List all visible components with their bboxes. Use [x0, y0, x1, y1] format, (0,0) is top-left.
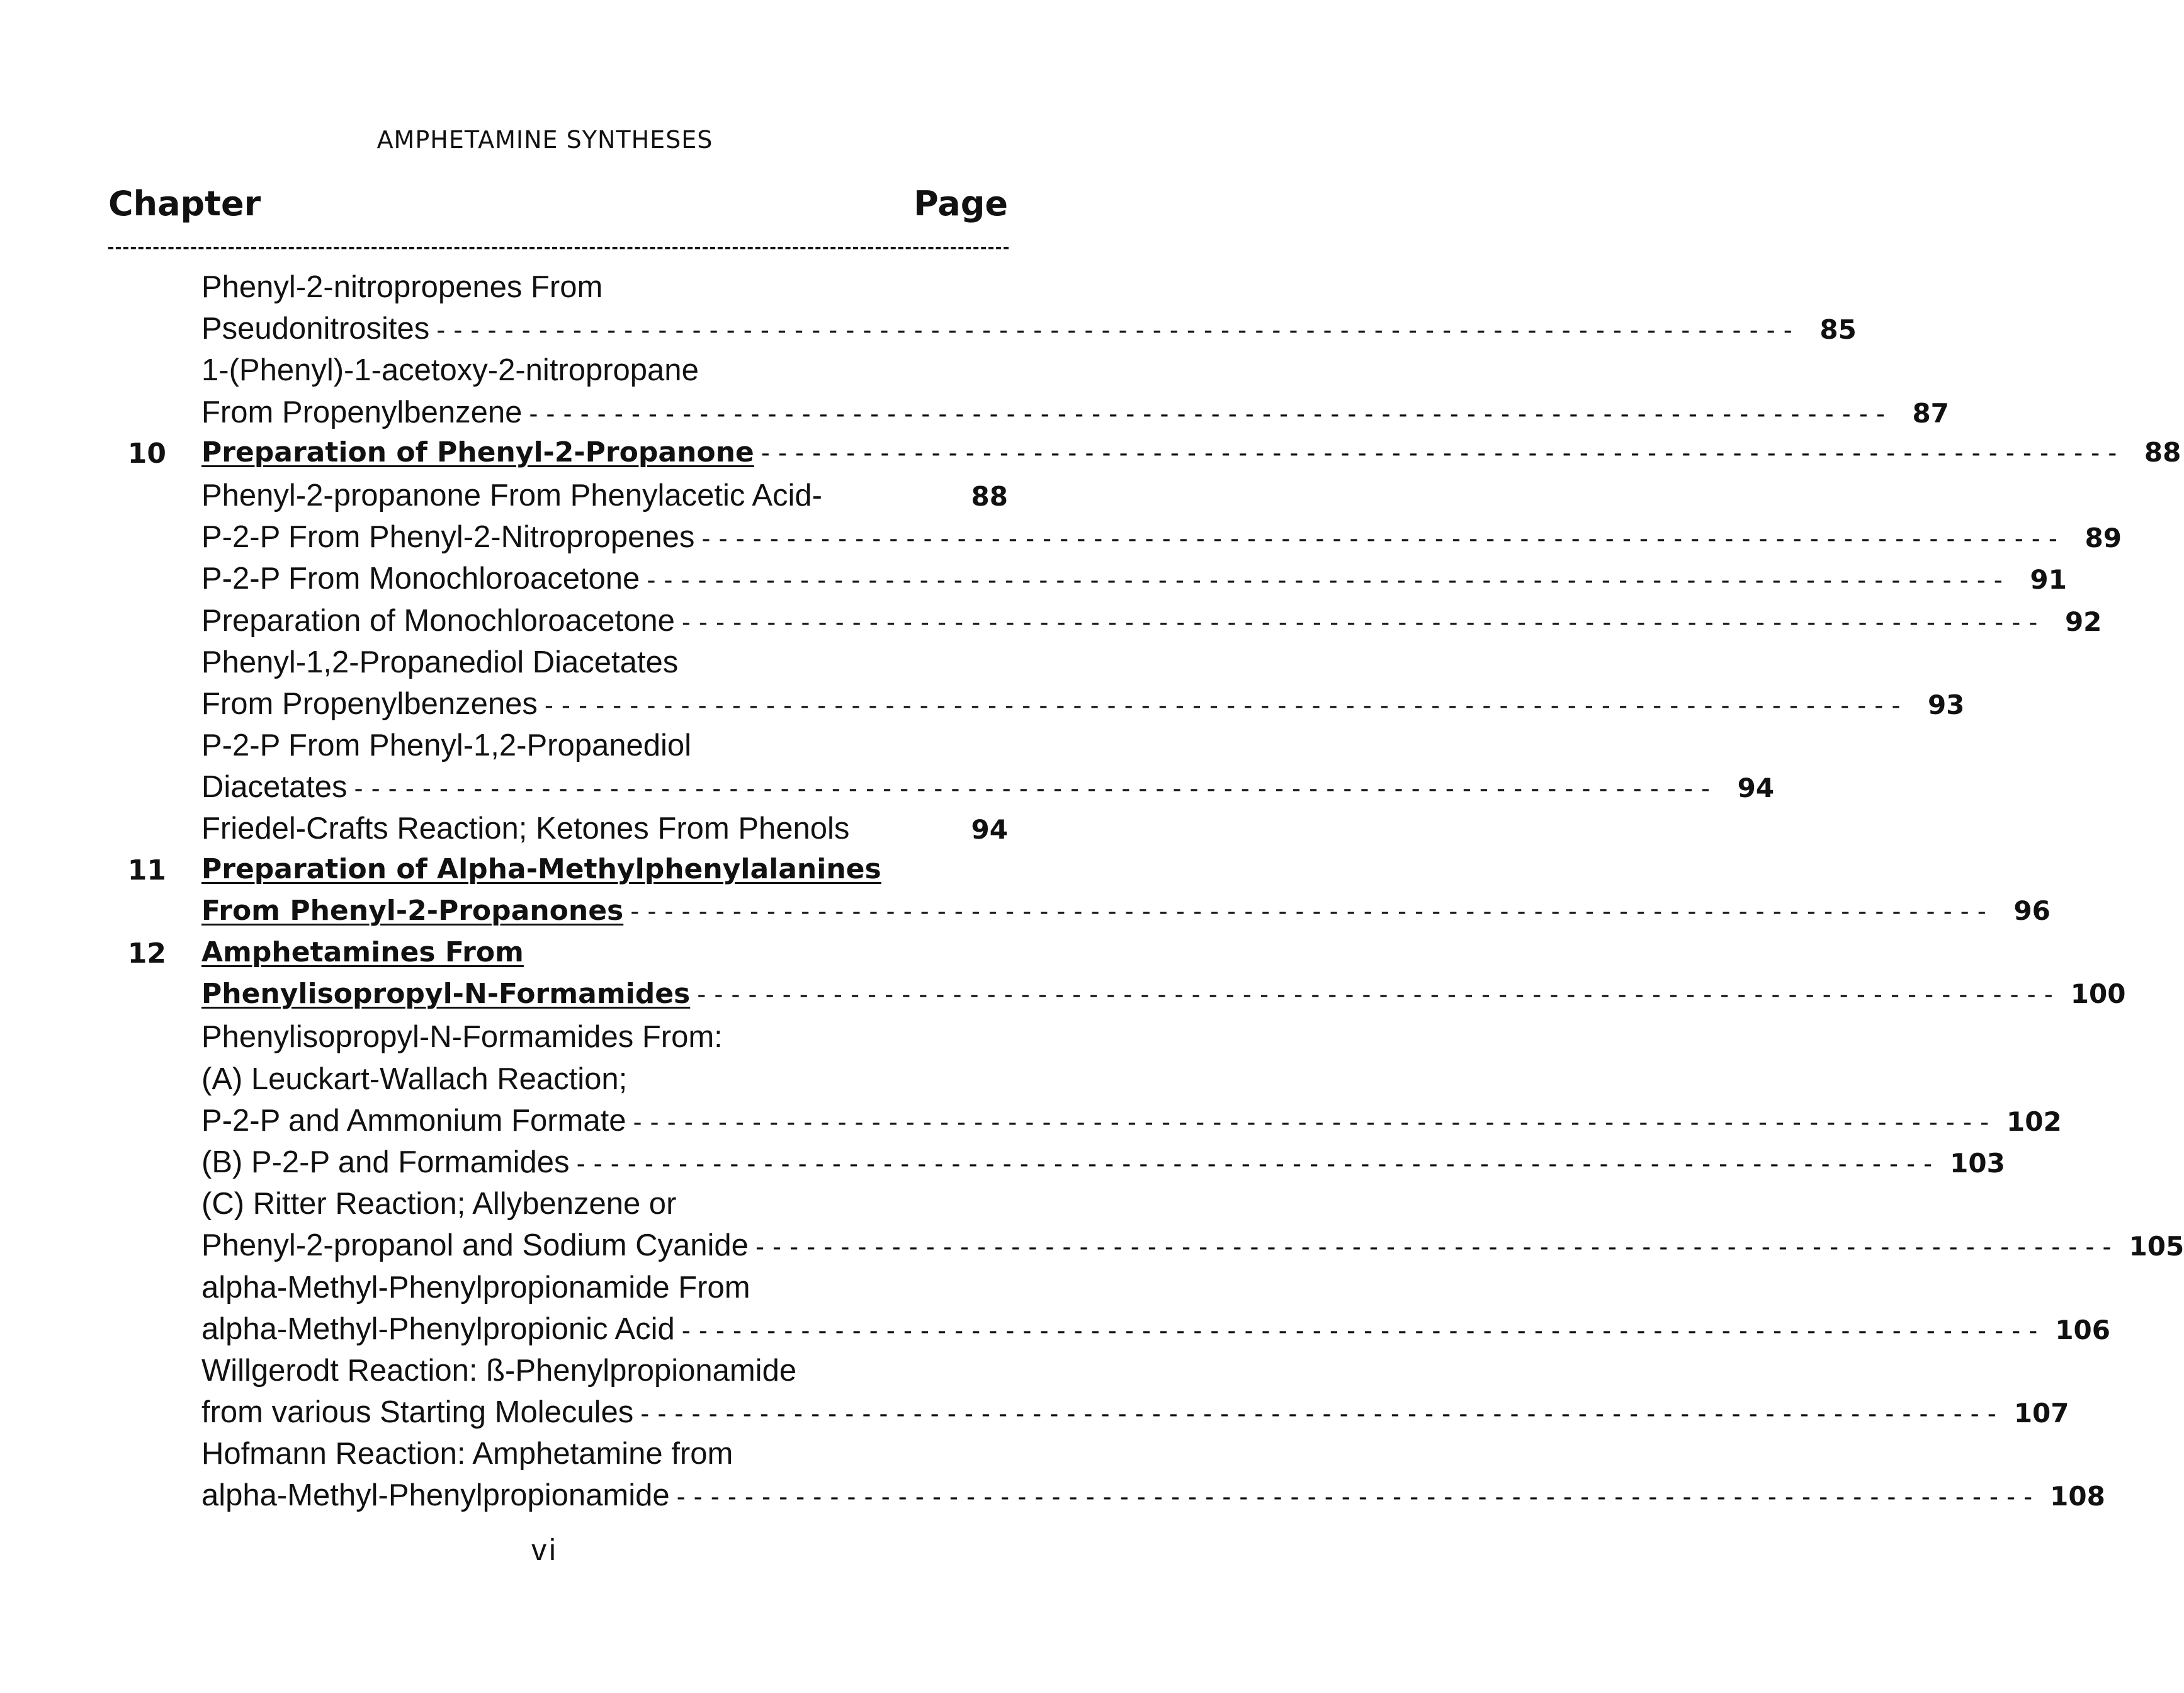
- toc-row: [0, 681, 1965, 723]
- chapter-column-heading: Chapter: [108, 184, 261, 224]
- toc-row: [0, 973, 2126, 1014]
- toc-entry: [201, 1228, 2184, 1263]
- chapter-number: 12: [127, 937, 166, 970]
- page-ref: 85: [1819, 314, 1857, 346]
- toc-entry: [201, 1353, 1008, 1387]
- entry-title: P-2-P From Phenyl-1,2-Propanediol: [201, 728, 692, 763]
- dot-leader: --------------------------------------------------------------------------------: [541, 691, 1906, 720]
- entry-title: From Propenylbenzene: [201, 395, 523, 429]
- entry-title: Phenyl-2-propanol and Sodium Cyanide: [201, 1228, 749, 1263]
- dot-leader: --------------------------------------------------------------------------------: [698, 524, 2062, 554]
- dot-leader: --------------------------------------------------------------------------------: [526, 399, 1890, 429]
- page-column-heading: Page: [914, 184, 1008, 224]
- toc-entry: [201, 1145, 2005, 1179]
- toc-row: [0, 306, 1857, 348]
- toc-entry: [201, 395, 1949, 429]
- toc-entry: [201, 1062, 1008, 1096]
- toc-row: [0, 348, 1090, 389]
- entry-title: P-2-P From Phenyl-2-Nitropropenes: [201, 520, 695, 555]
- toc-row: [0, 390, 1949, 431]
- toc-entry: [201, 686, 1965, 721]
- toc-row: [0, 1306, 2110, 1348]
- entry-title: Willgerodt Reaction: ß-Phenylpropionamide: [201, 1353, 797, 1388]
- toc-entry: [201, 811, 1008, 845]
- page-ref: 91: [2030, 564, 2067, 596]
- dot-leader: --------------------------------------------------------------------------------: [573, 1149, 1938, 1179]
- toc-row: [0, 1390, 2069, 1431]
- page-ref: 106: [2055, 1314, 2110, 1345]
- toc-entry: [201, 1436, 1008, 1470]
- entry-title: Pseudonitrosites: [201, 312, 430, 346]
- toc-entry: [201, 269, 1008, 303]
- toc-entry: [201, 853, 1008, 887]
- toc-entry: [201, 1270, 1008, 1304]
- toc-row: [0, 598, 2102, 640]
- page-number: vi: [531, 1534, 558, 1567]
- toc-row: [0, 1140, 2005, 1181]
- page-ref: 89: [2085, 523, 2122, 554]
- chapter-title: Preparation of Phenyl-2-Propanone: [201, 436, 754, 468]
- toc-entry: [201, 478, 1008, 512]
- toc-row: [0, 931, 1090, 973]
- dot-leader: --------------------------------------------------------------------------------: [643, 566, 2008, 596]
- toc-entry: [201, 1103, 2062, 1138]
- toc-row: [0, 556, 2067, 597]
- page-ref: 108: [2050, 1481, 2105, 1512]
- dot-leader: --------------------------------------------------------------------------------: [627, 897, 1991, 926]
- dot-leader: --------------------------------------------------------------------------------: [433, 316, 1797, 346]
- dot-leader: --------------------------------------------------------------------------------: [678, 608, 2043, 637]
- toc-entry: [201, 561, 2067, 596]
- page-ref: 94: [971, 814, 1008, 846]
- entry-title: From Propenylbenzenes: [201, 686, 538, 721]
- entry-title: P-2-P and Ammonium Formate: [201, 1103, 626, 1138]
- page-ref: 88: [2144, 436, 2181, 468]
- toc-row: [0, 264, 1090, 306]
- dot-leader: --------------------------------------------------------------------------------: [678, 1316, 2043, 1345]
- page-ref: 102: [2006, 1106, 2062, 1137]
- toc-entry: [201, 1186, 1008, 1220]
- toc-entry: [201, 436, 2181, 470]
- toc-entry: [201, 1311, 2110, 1346]
- toc-entry: [201, 894, 2051, 929]
- page-ref: 103: [1950, 1147, 2005, 1179]
- toc-row: [0, 1223, 2184, 1264]
- toc-entry: [201, 1395, 2069, 1430]
- page-ref: 88: [971, 480, 1008, 512]
- page-ref: 100: [2070, 978, 2126, 1010]
- toc-entry: [201, 728, 1008, 762]
- toc-row: [0, 1431, 1090, 1473]
- toc-entry: [201, 353, 1008, 387]
- toc-entry: [201, 978, 2126, 1012]
- dot-leader: --------------------------------------------------------------------------------: [351, 774, 1716, 804]
- toc-row: [0, 431, 2181, 473]
- entry-title: Friedel-Crafts Reaction; Ketones From Phenols: [201, 812, 850, 846]
- toc-entry: [201, 936, 1008, 970]
- chapter-number: 10: [127, 437, 166, 470]
- entry-title: (C) Ritter Reaction; Allybenzene or: [201, 1187, 677, 1221]
- toc-entry: [201, 1019, 1008, 1053]
- dot-leader: --------------------------------------------------------------------------------: [637, 1400, 2001, 1429]
- entry-title: Phenyl-2-nitropropenes From: [201, 270, 603, 304]
- entry-title: from various Starting Molecules: [201, 1395, 634, 1430]
- toc-row: [0, 1056, 1090, 1098]
- toc-row: [0, 1348, 1090, 1390]
- toc-row: [0, 723, 1090, 764]
- chapter-number: 11: [127, 854, 166, 886]
- toc-row: [0, 640, 1090, 681]
- entry-title: Hofmann Reaction: Amphetamine from: [201, 1437, 733, 1471]
- page-ref: 87: [1912, 397, 1949, 429]
- toc-entry: [201, 769, 1775, 805]
- toc-entry: [201, 1478, 2105, 1513]
- toc-entry: [201, 645, 1008, 679]
- dot-leader: --------------------------------------------------------------------------------: [757, 438, 2122, 468]
- toc-row: [0, 848, 1090, 890]
- toc-row: [0, 806, 1090, 847]
- toc-row: [0, 1473, 2105, 1514]
- entry-title: alpha-Methyl-Phenylpropionamide: [201, 1478, 670, 1513]
- toc-row: [0, 1098, 2062, 1140]
- dot-leader: --------------------------------------------------------------------------------: [694, 980, 2058, 1010]
- toc-row: [0, 514, 2122, 556]
- page-ref: 93: [1927, 689, 1965, 720]
- chapter-title: Amphetamines From: [201, 936, 524, 968]
- toc-row: [0, 764, 1775, 806]
- entry-title: alpha-Methyl-Phenylpropionamide From: [201, 1270, 750, 1305]
- entry-title: Preparation of Monochloroacetone: [201, 603, 675, 638]
- page-ref: 107: [2013, 1398, 2069, 1429]
- entry-title: (A) Leuckart-Wallach Reaction;: [201, 1062, 628, 1096]
- toc-entry: [201, 519, 2122, 555]
- page-ref: 92: [2064, 606, 2102, 637]
- chapter-title: From Phenyl-2-Propanones: [201, 894, 624, 927]
- entry-title: 1-(Phenyl)-1-acetoxy-2-nitropropane: [201, 353, 699, 388]
- entry-title: Diacetates: [201, 770, 348, 805]
- toc-row: [0, 890, 2051, 931]
- dot-leader: --------------------------------------------------------------------------------: [752, 1233, 2117, 1262]
- entry-title: P-2-P From Monochloroacetone: [201, 562, 640, 596]
- toc-row: [0, 473, 1090, 514]
- page-ref: 105: [2129, 1231, 2184, 1262]
- entry-title: (B) P-2-P and Formamides: [201, 1145, 570, 1179]
- chapter-title: Preparation of Alpha-Methylphenylalanines: [201, 852, 881, 885]
- running-head: AMPHETAMINE SYNTHESES: [376, 126, 713, 154]
- entry-title: alpha-Methyl-Phenylpropionic Acid: [201, 1311, 675, 1346]
- table-of-contents: [0, 264, 2184, 1515]
- toc-row: [0, 1181, 1090, 1223]
- toc-entry: [201, 311, 1857, 346]
- toc-row: [0, 1014, 1090, 1056]
- dot-leader: --------------------------------------------------------------------------------: [673, 1483, 2038, 1512]
- entry-title: Phenylisopropyl-N-Formamides From:: [201, 1020, 723, 1055]
- page-ref: 96: [2013, 895, 2051, 926]
- entry-title: Phenyl-2-propanone From Phenylacetic Acid-: [201, 478, 822, 512]
- toc-row: [0, 1265, 1090, 1306]
- header-dashed-rule: [108, 247, 1009, 249]
- toc-entry: [201, 603, 2102, 638]
- page-ref: 94: [1737, 773, 1775, 804]
- dot-leader: --------------------------------------------------------------------------------: [630, 1107, 1994, 1137]
- chapter-title: Phenylisopropyl-N-Formamides: [201, 978, 691, 1011]
- entry-title: Phenyl-1,2-Propanediol Diacetates: [201, 645, 679, 679]
